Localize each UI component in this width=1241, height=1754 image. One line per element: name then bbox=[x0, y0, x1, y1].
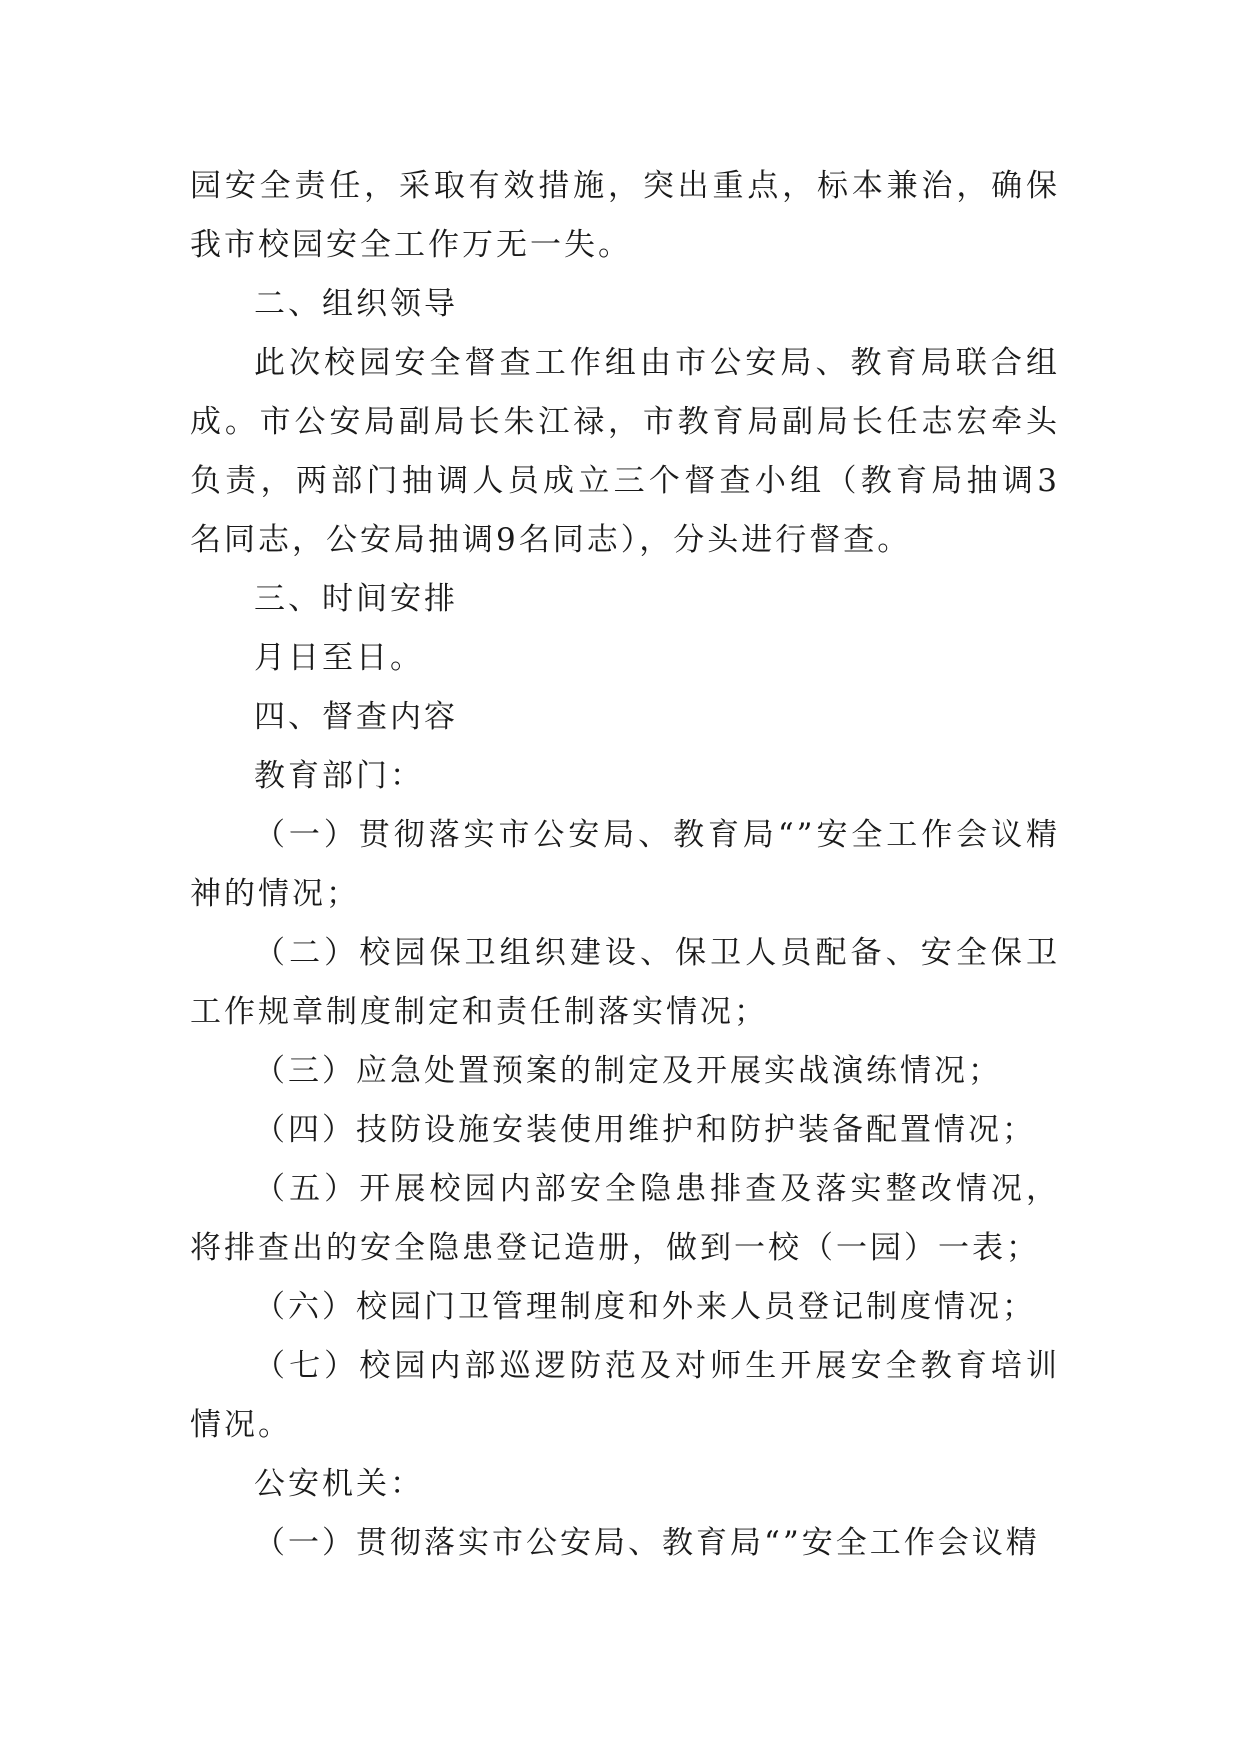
section-heading-organization: 二、组织领导 bbox=[254, 286, 458, 322]
section-heading-content: 四、督查内容 bbox=[254, 699, 458, 735]
document-body bbox=[190, 157, 1060, 1573]
paragraph-organization: 此次校园安全督查工作组由市公安局、教育局联合组成。市公安局副局长朱江禄，市教育局副局长任志宏牵头负责，两部门抽调人员成立三个督查小组（教育局抽调3名同志，公安局抽调9名同志），分头进行督查。 bbox=[190, 345, 1060, 558]
list-item: （一）贯彻落实市公安局、教育局“”安全工作会议精神的情况； bbox=[190, 817, 1060, 912]
paragraph-continuation: 园安全责任，采取有效措施，突出重点，标本兼治，确保我市校园安全工作万无一失。 bbox=[190, 168, 1060, 263]
list-item: （三）应急处置预案的制定及开展实战演练情况； bbox=[254, 1053, 1002, 1089]
list-item: （四）技防设施安装使用维护和防护装备配置情况； bbox=[254, 1112, 1036, 1148]
list-item: （五）开展校园内部安全隐患排查及落实整改情况，将排查出的安全隐患登记造册，做到一校（一园）一表； bbox=[190, 1171, 1060, 1266]
section-heading-schedule: 三、时间安排 bbox=[254, 581, 458, 617]
list-item: （一）贯彻落实市公安局、教育局“”安全工作会议精 bbox=[254, 1525, 1040, 1561]
subheading-police: 公安机关： bbox=[254, 1466, 424, 1502]
list-item: （七）校园内部巡逻防范及对师生开展安全教育培训情况。 bbox=[190, 1348, 1060, 1443]
list-item: （二）校园保卫组织建设、保卫人员配备、安全保卫工作规章制度制定和责任制落实情况； bbox=[190, 935, 1060, 1030]
subheading-education: 教育部门： bbox=[254, 758, 424, 794]
list-item: （六）校园门卫管理制度和外来人员登记制度情况； bbox=[254, 1289, 1036, 1325]
paragraph-schedule: 月日至日。 bbox=[254, 640, 424, 676]
